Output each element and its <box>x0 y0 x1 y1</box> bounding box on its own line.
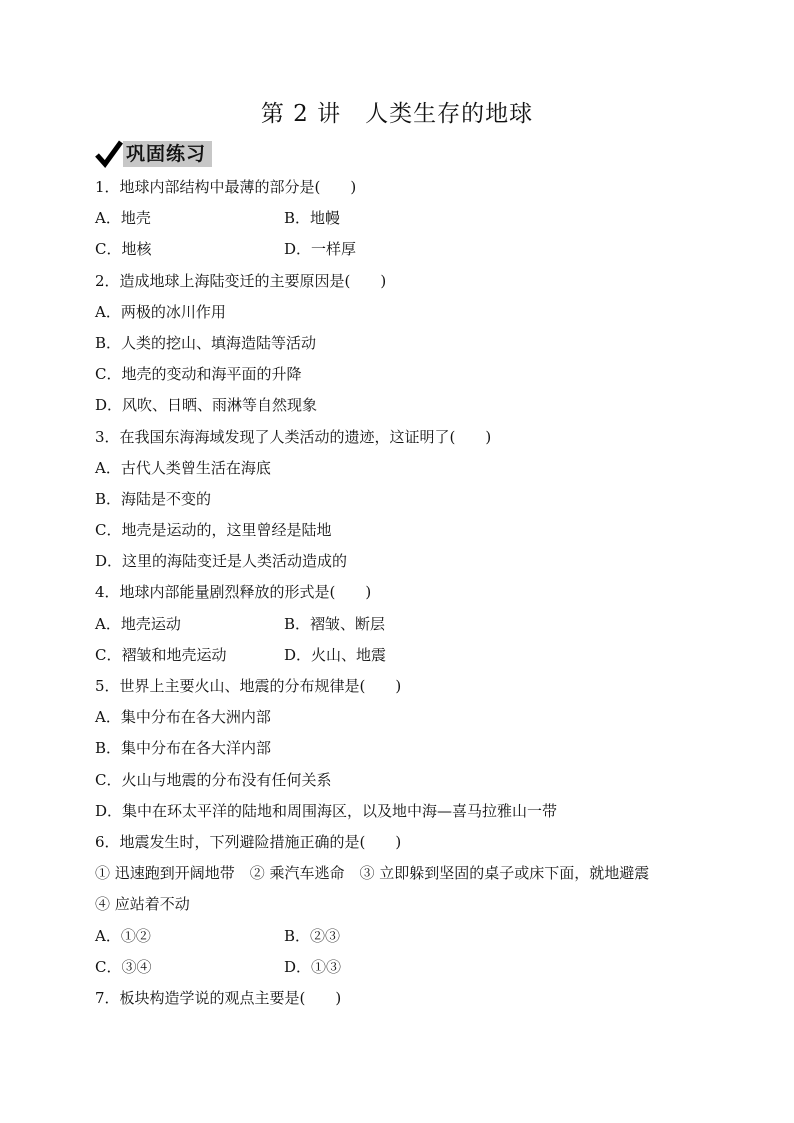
question-list <box>95 172 715 1014</box>
option-b: B．集中分布在各大洋内部 <box>95 739 272 758</box>
option-b: B．褶皱、断层 <box>284 614 386 633</box>
option-b: B．人类的挖山、填海造陆等活动 <box>95 333 317 352</box>
option-row <box>95 952 715 983</box>
question-stem: 1．地球内部结构中最薄的部分是( ) <box>95 178 357 196</box>
option-a: A．两极的冰川作用 <box>95 302 226 321</box>
page-title: 第 2 讲 人类生存的地球 <box>260 101 534 127</box>
option-row <box>95 640 715 671</box>
option-c: C．褶皱和地壳运动 <box>95 645 227 664</box>
statement-line: ① 迅速跑到开阔地带 ② 乘汽车逃命 ③ 立即躲到坚固的桌子或床下面，就地避震 <box>95 864 650 883</box>
option-c: C．火山与地震的分布没有任何关系 <box>95 770 332 789</box>
option-d: D．①③ <box>284 957 342 976</box>
option-a: A．地壳运动 <box>95 614 181 633</box>
option-d: D．一样厚 <box>284 240 357 259</box>
option-c: C．地核 <box>95 240 152 259</box>
option-c: C．③④ <box>95 957 152 976</box>
section-label: 巩固练习 <box>123 141 212 167</box>
check-icon <box>95 140 123 168</box>
option-c: C．地壳的变动和海平面的升降 <box>95 365 302 384</box>
option-b: B．海陆是不变的 <box>95 489 212 508</box>
option-d: D．风吹、日晒、雨淋等自然现象 <box>95 396 318 415</box>
option-b: B．地幔 <box>284 209 341 228</box>
option-b: B．②③ <box>284 926 341 945</box>
option-a: A．集中分布在各大洲内部 <box>95 708 271 727</box>
option-d: D．这里的海陆变迁是人类活动造成的 <box>95 552 348 571</box>
option-d: D．集中在环太平洋的陆地和周围海区，以及地中海—喜马拉雅山一带 <box>95 801 558 820</box>
option-a: A．地壳 <box>95 209 151 228</box>
question-stem: 3．在我国东海海域发现了人类活动的遗迹，这证明了( ) <box>95 427 492 446</box>
statement-line: ④ 应站着不动 <box>95 895 190 914</box>
option-d: D．火山、地震 <box>284 645 387 664</box>
option-row <box>95 609 715 640</box>
question-stem: 5．世界上主要火山、地震的分布规律是( ) <box>95 677 402 695</box>
question-stem: 7．板块构造学说的观点主要是( ) <box>95 988 342 1007</box>
option-row <box>95 234 715 265</box>
option-row <box>95 921 715 952</box>
question-stem: 6．地震发生时，下列避险措施正确的是( ) <box>95 832 402 851</box>
option-row <box>95 203 715 234</box>
section-header <box>95 140 212 168</box>
option-a: A．古代人类曾生活在海底 <box>95 458 271 477</box>
option-c: C．地壳是运动的，这里曾经是陆地 <box>95 521 332 540</box>
question-stem: 4．地球内部能量剧烈释放的形式是( ) <box>95 583 372 602</box>
question-stem: 2．造成地球上海陆变迁的主要原因是( ) <box>95 271 387 290</box>
option-a: A．①② <box>95 926 151 945</box>
